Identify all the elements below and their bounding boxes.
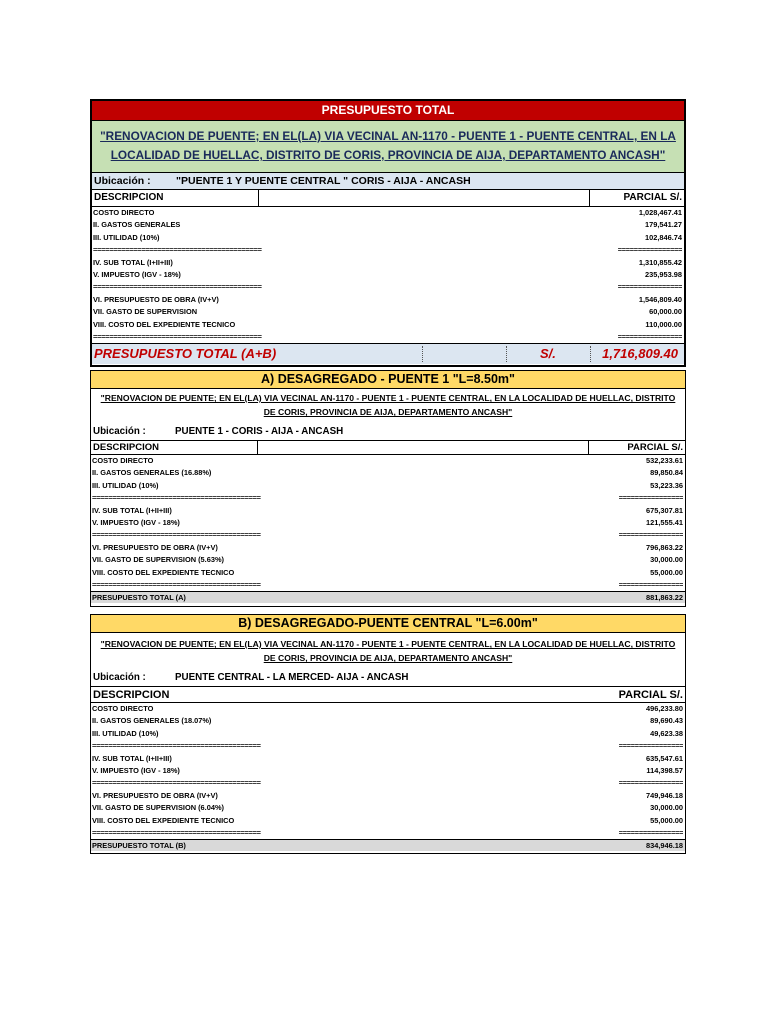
grand-total-label: PRESUPUESTO TOTAL (A+B) <box>94 346 277 362</box>
col-parcial: PARCIAL S/. <box>618 689 683 701</box>
column-header <box>91 686 685 703</box>
row: II. GASTOS GENERALES (18.07%) 89,690.43 <box>92 716 683 726</box>
ubicacion-value: "PUENTE 1 Y PUENTE CENTRAL " CORIS - AIJA - ANCASH <box>176 175 471 187</box>
rows <box>91 703 685 839</box>
row: VIII. COSTO DEL EXPEDIENTE TECNICO 110,000.00 <box>93 319 682 329</box>
row: VIII. COSTO DEL EXPEDIENTE TECNICO 55,000.00 <box>92 815 683 825</box>
separator-row: ========================================== ================ <box>92 493 683 503</box>
row: VII. GASTO DE SUPERVISION (5.63%) 30,000.00 <box>92 555 683 565</box>
presupuesto-total-title: PRESUPUESTO TOTAL <box>92 101 684 121</box>
row: VI. PRESUPUESTO DE OBRA (IV+V) 1,546,809.40 <box>93 294 682 304</box>
separator-row: ========================================== ================ <box>92 827 683 837</box>
ubicacion-row <box>91 425 685 440</box>
project-name: "RENOVACION DE PUENTE; EN EL(LA) VIA VECINAL AN-1170 - PUENTE 1 - PUENTE CENTRAL, EN LA LOCALIDAD DE HUELLAC, DISTRITO DE CORIS, PROVINCIA DE AIJA, DEPARTAMENTO ANCASH" <box>100 393 676 417</box>
row: VII. GASTO DE SUPERVISION (6.04%) 30,000.00 <box>92 803 683 813</box>
subtotal-b-row <box>91 839 685 851</box>
separator-row: ========================================== ================ <box>92 579 683 589</box>
row: VI. PRESUPUESTO DE OBRA (IV+V) 796,863.22 <box>92 542 683 552</box>
separator-row: ========================================== ================ <box>93 245 682 255</box>
row: III. UTILIDAD (10%) 49,623.38 <box>92 728 683 738</box>
subtotal-a-label: PRESUPUESTO TOTAL (A) <box>92 593 186 603</box>
desagregado-a-block <box>90 370 686 607</box>
dotted-divider <box>506 346 507 362</box>
subtotal-a-row <box>91 591 685 603</box>
desagregado-a-title: A) DESAGREGADO - PUENTE 1 "L=8.50m" <box>91 371 685 389</box>
ubicacion-row <box>91 671 685 686</box>
col-descripcion: DESCRIPCION <box>94 192 164 203</box>
rows <box>91 455 685 591</box>
col-descripcion: DESCRIPCION <box>93 442 159 453</box>
ubicacion-row <box>92 173 684 189</box>
rows <box>92 206 684 343</box>
presupuesto-total-block <box>90 99 686 367</box>
col-parcial: PARCIAL S/. <box>627 442 683 453</box>
row: V. IMPUESTO (IGV - 18%) 114,398.57 <box>92 765 683 775</box>
desagregado-b-title: B) DESAGREGADO-PUENTE CENTRAL "L=6.00m" <box>91 615 685 633</box>
project-name: "RENOVACION DE PUENTE; EN EL(LA) VIA VECINAL AN-1170 - PUENTE 1 - PUENTE CENTRAL, EN LA LOCALIDAD DE HUELLAC, DISTRITO DE CORIS, PROVINCIA DE AIJA, DEPARTAMENTO ANCASH" <box>92 121 684 173</box>
desagregado-b-block <box>90 614 686 854</box>
row: II. GASTOS GENERALES 179,541.27 <box>93 220 682 230</box>
ubicacion-value: PUENTE CENTRAL - LA MERCED- AIJA - ANCASH <box>175 672 409 683</box>
row: III. UTILIDAD (10%) 53,223.36 <box>92 480 683 490</box>
column-header <box>91 440 685 455</box>
row: VII. GASTO DE SUPERVISION 60,000.00 <box>93 307 682 317</box>
dotted-divider <box>590 346 591 362</box>
subtotal-b-label: PRESUPUESTO TOTAL (B) <box>92 841 186 851</box>
row: VI. PRESUPUESTO DE OBRA (IV+V) 749,946.18 <box>92 790 683 800</box>
col-blank <box>257 440 589 455</box>
row: III. UTILIDAD (10%) 102,846.74 <box>93 232 682 242</box>
row: VIII. COSTO DEL EXPEDIENTE TECNICO 55,000.00 <box>92 567 683 577</box>
ubicacion-label: Ubicación : <box>94 175 151 187</box>
separator-row: ========================================== ================ <box>93 282 682 292</box>
separator-row: ========================================== ================ <box>93 331 682 341</box>
grand-total-row <box>92 343 684 364</box>
col-parcial: PARCIAL S/. <box>623 192 682 203</box>
row: COSTO DIRECTO 496,233.80 <box>92 704 683 713</box>
separator-row: ========================================== ================ <box>92 741 683 751</box>
subtotal-b-value: 834,946.18 <box>646 841 683 851</box>
row: II. GASTOS GENERALES (16.88%) 89,850.84 <box>92 468 683 478</box>
col-descripcion: DESCRIPCION <box>93 689 170 701</box>
currency-symbol: S/. <box>540 346 556 362</box>
column-header <box>92 189 684 206</box>
grand-total-value: 1,716,809.40 <box>602 346 678 362</box>
separator-row: ========================================== ================ <box>92 778 683 788</box>
ubicacion-label: Ubicación : <box>93 672 146 683</box>
dotted-divider <box>422 346 423 362</box>
row: IV. SUB TOTAL (I+II+III) 635,547.61 <box>92 753 683 763</box>
row: IV. SUB TOTAL (I+II+III) 675,307.81 <box>92 505 683 515</box>
row: COSTO DIRECTO 532,233.61 <box>92 456 683 465</box>
row: COSTO DIRECTO 1,028,467.41 <box>93 208 682 217</box>
subtotal-a-value: 881,863.22 <box>646 593 683 603</box>
row: V. IMPUESTO (IGV - 18%) 235,953.98 <box>93 269 682 279</box>
row: IV. SUB TOTAL (I+II+III) 1,310,855.42 <box>93 257 682 267</box>
col-blank <box>258 189 590 207</box>
ubicacion-value: PUENTE 1 - CORIS - AIJA - ANCASH <box>175 426 344 437</box>
row: V. IMPUESTO (IGV - 18%) 121,555.41 <box>92 517 683 527</box>
ubicacion-label: Ubicación : <box>93 426 146 437</box>
project-name: "RENOVACION DE PUENTE; EN EL(LA) VIA VECINAL AN-1170 - PUENTE 1 - PUENTE CENTRAL, EN LA LOCALIDAD DE HUELLAC, DISTRITO DE CORIS, PROVINCIA DE AIJA, DEPARTAMENTO ANCASH" <box>100 639 676 663</box>
separator-row: ========================================== ================ <box>92 530 683 540</box>
